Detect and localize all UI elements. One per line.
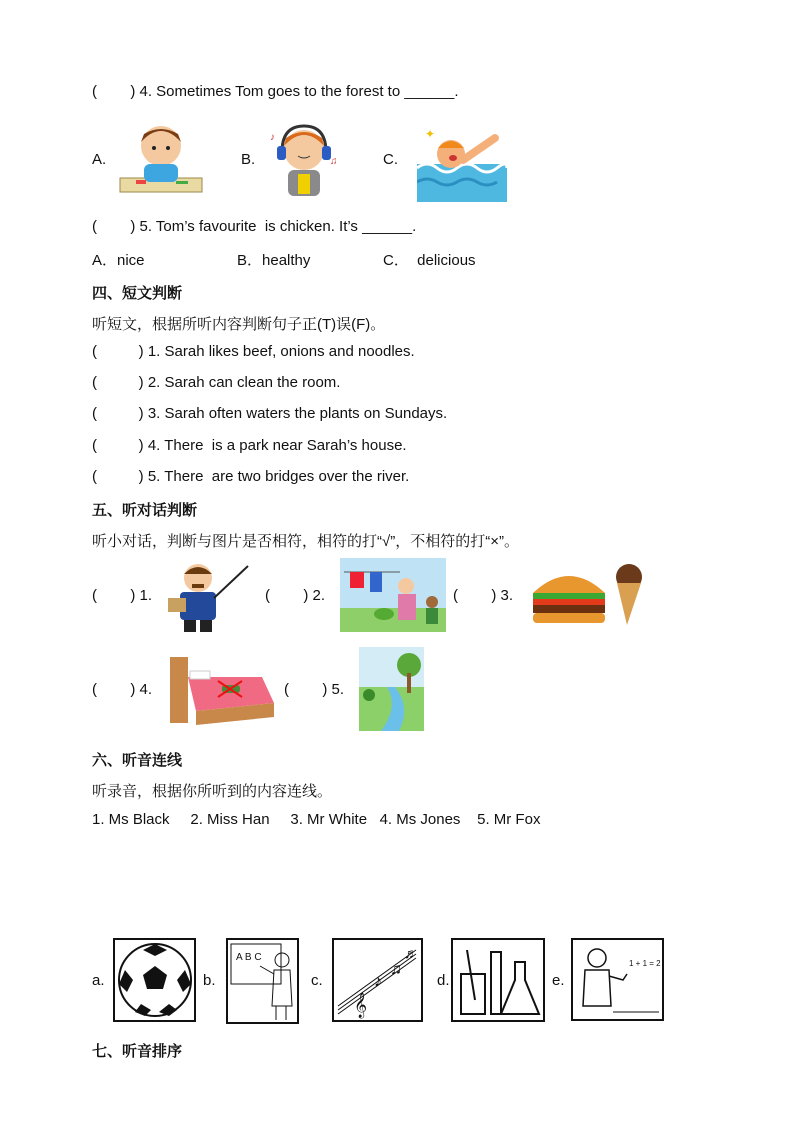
s4-item: ( ) 1. Sarah likes beef, onions and noodles. — [92, 343, 415, 360]
s5-item-2: ( ) 2. — [265, 587, 326, 604]
s4-item: ( ) 5. There are two bridges over the river. — [92, 468, 410, 485]
s5-item-4: ( ) 4. — [92, 681, 153, 698]
question-4: ( ) 4. Sometimes Tom goes to the forest to ______. — [92, 83, 459, 100]
section-7-heading: 七、听音排序 — [92, 1043, 183, 1060]
board-math: 1 + 1 = 2 — [629, 959, 661, 968]
s5-item-1: ( ) 1. — [92, 587, 153, 604]
boy-drawing-icon — [116, 118, 206, 196]
s4-item: ( ) 2. Sarah can clean the room. — [92, 374, 341, 391]
s5-item-5: ( ) 5. — [284, 681, 345, 698]
pic-label-b: b. — [203, 972, 216, 989]
math-teacher-box — [571, 938, 664, 1021]
blackboard-teacher-icon — [228, 940, 297, 1022]
bed-toycar-icon — [166, 651, 276, 725]
river-park-icon — [359, 647, 424, 731]
section-4-heading: 四、短文判断 — [92, 285, 183, 302]
svg-text:♬: ♬ — [404, 945, 418, 961]
s4-item: ( ) 3. Sarah often waters the plants on Sundays. — [92, 405, 448, 422]
lab-beakers-icon — [453, 940, 543, 1020]
pic-label-d: d. — [437, 972, 450, 989]
q4-option-c: C. — [383, 151, 398, 168]
board-letters: A B C — [236, 952, 262, 963]
burger-icecream-icon — [529, 563, 649, 629]
q4-option-b: B. — [241, 151, 256, 168]
section-5-heading: 五、听对话判断 — [92, 502, 198, 519]
lab-beakers-box — [451, 938, 545, 1022]
washing-line-icon — [340, 558, 446, 632]
pic-label-e: e. — [552, 972, 565, 989]
q5-option-c: C． delicious — [383, 252, 476, 269]
svg-text:♪: ♪ — [374, 973, 382, 990]
section-4-instruction: 听短文，根据所听内容判断句子正(T)误(F)。 — [92, 316, 386, 333]
music-notes-box — [332, 938, 423, 1022]
pic-label-c: c. — [311, 972, 323, 989]
blackboard-teacher-box — [226, 938, 299, 1024]
teacher-names: 1. Ms Black 2. Miss Han 3. Mr White 4. Ms Jones 5. Mr Fox — [92, 811, 541, 828]
boy-headphones-icon — [268, 120, 340, 198]
math-teacher-icon — [573, 940, 662, 1019]
s4-item: ( ) 4. There is a park near Sarah’s house. — [92, 437, 407, 454]
question-5: ( ) 5. Tom’s favourite is chicken. It’s ______. — [92, 218, 417, 235]
football-icon — [115, 940, 194, 1020]
svg-text:♪: ♪ — [270, 132, 275, 143]
football-box — [113, 938, 196, 1022]
boy-swimming-icon — [417, 124, 507, 202]
pic-label-a: a. — [92, 972, 105, 989]
q4-option-a: A. — [92, 151, 107, 168]
section-6-heading: 六、听音连线 — [92, 752, 183, 769]
section-5-instruction: 听小对话，判断与图片是否相符，相符的打“√”，不相符的打“×”。 — [92, 533, 519, 550]
svg-text:♫: ♫ — [330, 156, 338, 167]
teacher-pointer-icon — [166, 558, 250, 634]
svg-text:✦: ✦ — [425, 127, 436, 141]
svg-text:𝄞: 𝄞 — [354, 992, 368, 1017]
q5-option-a: A．nice — [92, 252, 145, 269]
section-6-instruction: 听录音，根据你所听到的内容连线。 — [92, 783, 333, 800]
svg-text:♫: ♫ — [390, 961, 402, 978]
q5-option-b: B．healthy — [237, 252, 311, 269]
music-notes-icon — [334, 940, 421, 1020]
s5-item-3: ( ) 3. — [453, 587, 514, 604]
